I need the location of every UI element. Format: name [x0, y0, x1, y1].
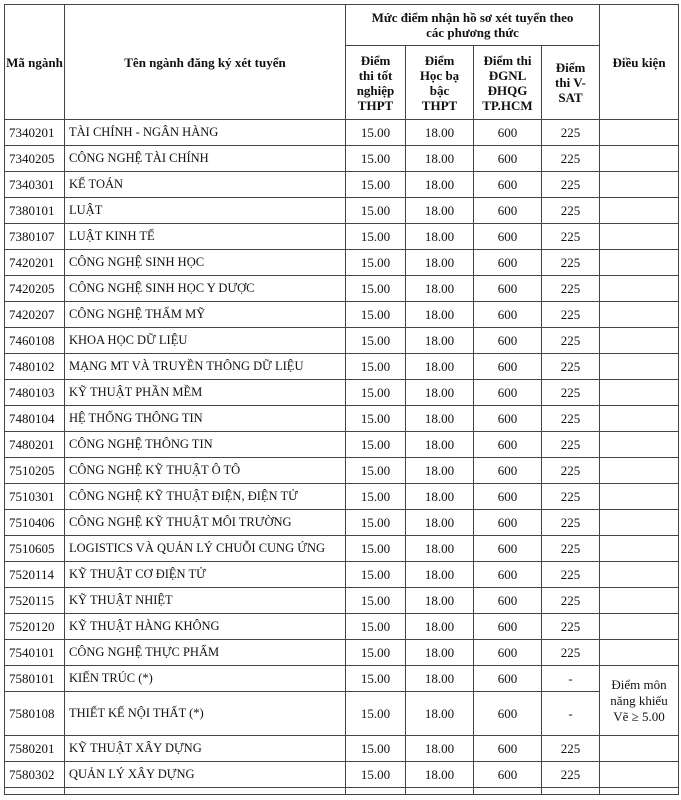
row-hocba: 18.00 [406, 250, 474, 276]
row-name: KỸ THUẬT NHIỆT [65, 588, 346, 614]
row-hocba: 18.00 [406, 510, 474, 536]
row-vsat [542, 788, 600, 795]
row-hocba: 18.00 [406, 302, 474, 328]
row-vsat: 225 [542, 224, 600, 250]
row-dgnl: 600 [474, 510, 542, 536]
header-method-dgnl: Điểm thi ĐGNL ĐHQG TP.HCM [474, 46, 542, 120]
row-name: KẾ TOÁN [65, 172, 346, 198]
row-thpt: 15.00 [346, 328, 406, 354]
table-row [5, 380, 679, 406]
row-dgnl: 600 [474, 146, 542, 172]
row-thpt: 15.00 [346, 736, 406, 762]
row-condition [600, 276, 679, 302]
row-thpt: 15.00 [346, 432, 406, 458]
row-vsat: 225 [542, 354, 600, 380]
row-name: LUẬT KINH TẾ [65, 224, 346, 250]
row-hocba: 18.00 [406, 328, 474, 354]
table-row [5, 120, 679, 146]
row-condition [600, 328, 679, 354]
row-name: CÔNG NGHỆ SINH HỌC [65, 250, 346, 276]
row-code: 7380107 [5, 224, 65, 250]
row-name: CÔNG NGHỆ THỰC PHẨM [65, 640, 346, 666]
row-vsat: - [542, 666, 600, 692]
row-dgnl: 600 [474, 224, 542, 250]
row-dgnl: 600 [474, 172, 542, 198]
row-hocba: 18.00 [406, 380, 474, 406]
table-row [5, 276, 679, 302]
row-code: 7480103 [5, 380, 65, 406]
row-thpt [346, 788, 406, 795]
row-code: 7510605 [5, 536, 65, 562]
row-vsat: 225 [542, 432, 600, 458]
row-name: CÔNG NGHỆ THÔNG TIN [65, 432, 346, 458]
row-hocba: 18.00 [406, 146, 474, 172]
table-row [5, 328, 679, 354]
row-thpt: 15.00 [346, 198, 406, 224]
table-row [5, 354, 679, 380]
row-dgnl: 600 [474, 458, 542, 484]
table-row [5, 536, 679, 562]
row-thpt: 15.00 [346, 692, 406, 736]
admission-score-table [4, 4, 679, 795]
row-name: MẠNG MT VÀ TRUYỀN THÔNG DỮ LIỆU [65, 354, 346, 380]
row-name: CÔNG NGHỆ TÀI CHÍNH [65, 146, 346, 172]
row-code: 7340301 [5, 172, 65, 198]
row-code: 7380101 [5, 198, 65, 224]
row-hocba: 18.00 [406, 640, 474, 666]
row-thpt: 15.00 [346, 588, 406, 614]
row-condition [600, 640, 679, 666]
row-hocba: 18.00 [406, 458, 474, 484]
table-row [5, 588, 679, 614]
row-thpt: 15.00 [346, 224, 406, 250]
row-hocba: 18.00 [406, 432, 474, 458]
row-condition [600, 432, 679, 458]
row-vsat: 225 [542, 146, 600, 172]
row-code: 7580101 [5, 666, 65, 692]
row-condition-aptitude: Điểm môn năng khiếu Vẽ ≥ 5.00 [600, 666, 679, 736]
row-dgnl: 600 [474, 588, 542, 614]
row-thpt: 15.00 [346, 562, 406, 588]
row-condition [600, 380, 679, 406]
header-condition: Điều kiện [600, 5, 679, 120]
row-code: 7520114 [5, 562, 65, 588]
row-dgnl: 600 [474, 120, 542, 146]
row-dgnl: 600 [474, 354, 542, 380]
row-dgnl: 600 [474, 484, 542, 510]
table-row [5, 432, 679, 458]
row-code: 7520120 [5, 614, 65, 640]
row-name: CÔNG NGHỆ KỸ THUẬT MÔI TRƯỜNG [65, 510, 346, 536]
row-thpt: 15.00 [346, 458, 406, 484]
table-row [5, 510, 679, 536]
row-dgnl: 600 [474, 302, 542, 328]
row-name: CÔNG NGHỆ SINH HỌC Y DƯỢC [65, 276, 346, 302]
row-vsat: 225 [542, 510, 600, 536]
row-dgnl: 600 [474, 250, 542, 276]
row-thpt: 15.00 [346, 276, 406, 302]
row-name: LUẬT [65, 198, 346, 224]
row-dgnl: 600 [474, 432, 542, 458]
row-name: CÔNG NGHỆ KỸ THUẬT Ô TÔ [65, 458, 346, 484]
row-dgnl: 600 [474, 198, 542, 224]
table-row [5, 172, 679, 198]
row-hocba: 18.00 [406, 666, 474, 692]
row-condition [600, 250, 679, 276]
row-thpt: 15.00 [346, 302, 406, 328]
row-vsat: 225 [542, 120, 600, 146]
row-vsat: 225 [542, 736, 600, 762]
row-dgnl [474, 788, 542, 795]
row-code: 7340205 [5, 146, 65, 172]
row-code: 7540101 [5, 640, 65, 666]
row-name [65, 788, 346, 795]
row-name: LOGISTICS VÀ QUẢN LÝ CHUỖI CUNG ỨNG [65, 536, 346, 562]
header-method-group: Mức điểm nhận hồ sơ xét tuyển theo các phương thức [346, 5, 600, 46]
row-hocba [406, 788, 474, 795]
row-condition [600, 788, 679, 795]
row-vsat: 225 [542, 172, 600, 198]
row-hocba: 18.00 [406, 536, 474, 562]
row-vsat: 225 [542, 380, 600, 406]
row-thpt: 15.00 [346, 640, 406, 666]
row-dgnl: 600 [474, 536, 542, 562]
row-vsat: 225 [542, 302, 600, 328]
row-condition [600, 562, 679, 588]
table-row [5, 562, 679, 588]
row-name: HỆ THỐNG THÔNG TIN [65, 406, 346, 432]
row-thpt: 15.00 [346, 536, 406, 562]
row-thpt: 15.00 [346, 762, 406, 788]
row-condition [600, 736, 679, 762]
header-code: Mã ngành [5, 5, 65, 120]
row-condition [600, 354, 679, 380]
row-hocba: 18.00 [406, 562, 474, 588]
row-vsat: 225 [542, 328, 600, 354]
row-condition [600, 120, 679, 146]
row-name: KỸ THUẬT HÀNG KHÔNG [65, 614, 346, 640]
row-condition [600, 406, 679, 432]
header-method-hocba: Điểm Học bạ bậc THPT [406, 46, 474, 120]
row-hocba: 18.00 [406, 172, 474, 198]
row-hocba: 18.00 [406, 198, 474, 224]
row-code: 7480104 [5, 406, 65, 432]
row-hocba: 18.00 [406, 406, 474, 432]
row-code: 7510301 [5, 484, 65, 510]
row-vsat: 225 [542, 762, 600, 788]
row-condition [600, 172, 679, 198]
row-vsat: 225 [542, 536, 600, 562]
row-dgnl: 600 [474, 328, 542, 354]
table-row [5, 406, 679, 432]
row-thpt: 15.00 [346, 380, 406, 406]
header-method-vsat: Điểm thi V-SAT [542, 46, 600, 120]
row-vsat: 225 [542, 614, 600, 640]
row-thpt: 15.00 [346, 172, 406, 198]
row-dgnl: 600 [474, 614, 542, 640]
row-hocba: 18.00 [406, 614, 474, 640]
table-row [5, 640, 679, 666]
row-condition [600, 510, 679, 536]
header-method-thpt: Điểm thi tốt nghiệp THPT [346, 46, 406, 120]
table-row [5, 614, 679, 640]
row-condition [600, 146, 679, 172]
row-vsat: 225 [542, 562, 600, 588]
row-hocba: 18.00 [406, 354, 474, 380]
row-code: 7510406 [5, 510, 65, 536]
row-vsat: 225 [542, 276, 600, 302]
row-name: CÔNG NGHỆ KỸ THUẬT ĐIỆN, ĐIỆN TỬ [65, 484, 346, 510]
row-hocba: 18.00 [406, 276, 474, 302]
row-dgnl: 600 [474, 762, 542, 788]
row-name: KỸ THUẬT CƠ ĐIỆN TỬ [65, 562, 346, 588]
row-name: KỸ THUẬT XÂY DỰNG [65, 736, 346, 762]
row-condition [600, 536, 679, 562]
row-hocba: 18.00 [406, 736, 474, 762]
row-code: 7480102 [5, 354, 65, 380]
row-name: TÀI CHÍNH - NGÂN HÀNG [65, 120, 346, 146]
row-condition [600, 302, 679, 328]
row-vsat: 225 [542, 250, 600, 276]
row-dgnl: 600 [474, 692, 542, 736]
row-thpt: 15.00 [346, 484, 406, 510]
row-condition [600, 224, 679, 250]
row-code: 7420207 [5, 302, 65, 328]
row-hocba: 18.00 [406, 692, 474, 736]
row-hocba: 18.00 [406, 484, 474, 510]
row-dgnl: 600 [474, 736, 542, 762]
row-vsat: 225 [542, 588, 600, 614]
row-dgnl: 600 [474, 276, 542, 302]
row-code: 7460108 [5, 328, 65, 354]
row-condition [600, 484, 679, 510]
row-code: 7580302 [5, 762, 65, 788]
header-name: Tên ngành đăng ký xét tuyển [65, 5, 346, 120]
row-code: 7580108 [5, 692, 65, 736]
row-condition [600, 588, 679, 614]
row-code: 7580201 [5, 736, 65, 762]
row-vsat: - [542, 692, 600, 736]
row-code [5, 788, 65, 795]
row-thpt: 15.00 [346, 354, 406, 380]
row-name: CÔNG NGHỆ THẨM MỸ [65, 302, 346, 328]
row-dgnl: 600 [474, 640, 542, 666]
row-hocba: 18.00 [406, 588, 474, 614]
row-name: KỸ THUẬT PHẦN MỀM [65, 380, 346, 406]
row-name: THIẾT KẾ NỘI THẤT (*) [65, 692, 346, 736]
table-row [5, 484, 679, 510]
row-dgnl: 600 [474, 666, 542, 692]
row-condition [600, 762, 679, 788]
row-vsat: 225 [542, 198, 600, 224]
row-thpt: 15.00 [346, 146, 406, 172]
row-dgnl: 600 [474, 406, 542, 432]
table-row [5, 302, 679, 328]
row-name: QUẢN LÝ XÂY DỰNG [65, 762, 346, 788]
row-dgnl: 600 [474, 380, 542, 406]
row-dgnl: 600 [474, 562, 542, 588]
row-hocba: 18.00 [406, 762, 474, 788]
row-vsat: 225 [542, 406, 600, 432]
table-row [5, 250, 679, 276]
row-thpt: 15.00 [346, 666, 406, 692]
row-hocba: 18.00 [406, 224, 474, 250]
row-name: KIẾN TRÚC (*) [65, 666, 346, 692]
row-condition [600, 458, 679, 484]
row-thpt: 15.00 [346, 406, 406, 432]
row-code: 7420201 [5, 250, 65, 276]
row-code: 7340201 [5, 120, 65, 146]
row-code: 7480201 [5, 432, 65, 458]
row-code: 7520115 [5, 588, 65, 614]
row-hocba: 18.00 [406, 120, 474, 146]
row-code: 7510205 [5, 458, 65, 484]
row-code: 7420205 [5, 276, 65, 302]
row-thpt: 15.00 [346, 510, 406, 536]
table-row [5, 224, 679, 250]
row-thpt: 15.00 [346, 250, 406, 276]
row-thpt: 15.00 [346, 614, 406, 640]
row-vsat: 225 [542, 484, 600, 510]
table-row [5, 146, 679, 172]
row-condition [600, 614, 679, 640]
row-name: KHOA HỌC DỮ LIỆU [65, 328, 346, 354]
row-vsat: 225 [542, 640, 600, 666]
row-vsat: 225 [542, 458, 600, 484]
row-condition [600, 198, 679, 224]
row-thpt: 15.00 [346, 120, 406, 146]
table-row [5, 458, 679, 484]
table-row [5, 198, 679, 224]
